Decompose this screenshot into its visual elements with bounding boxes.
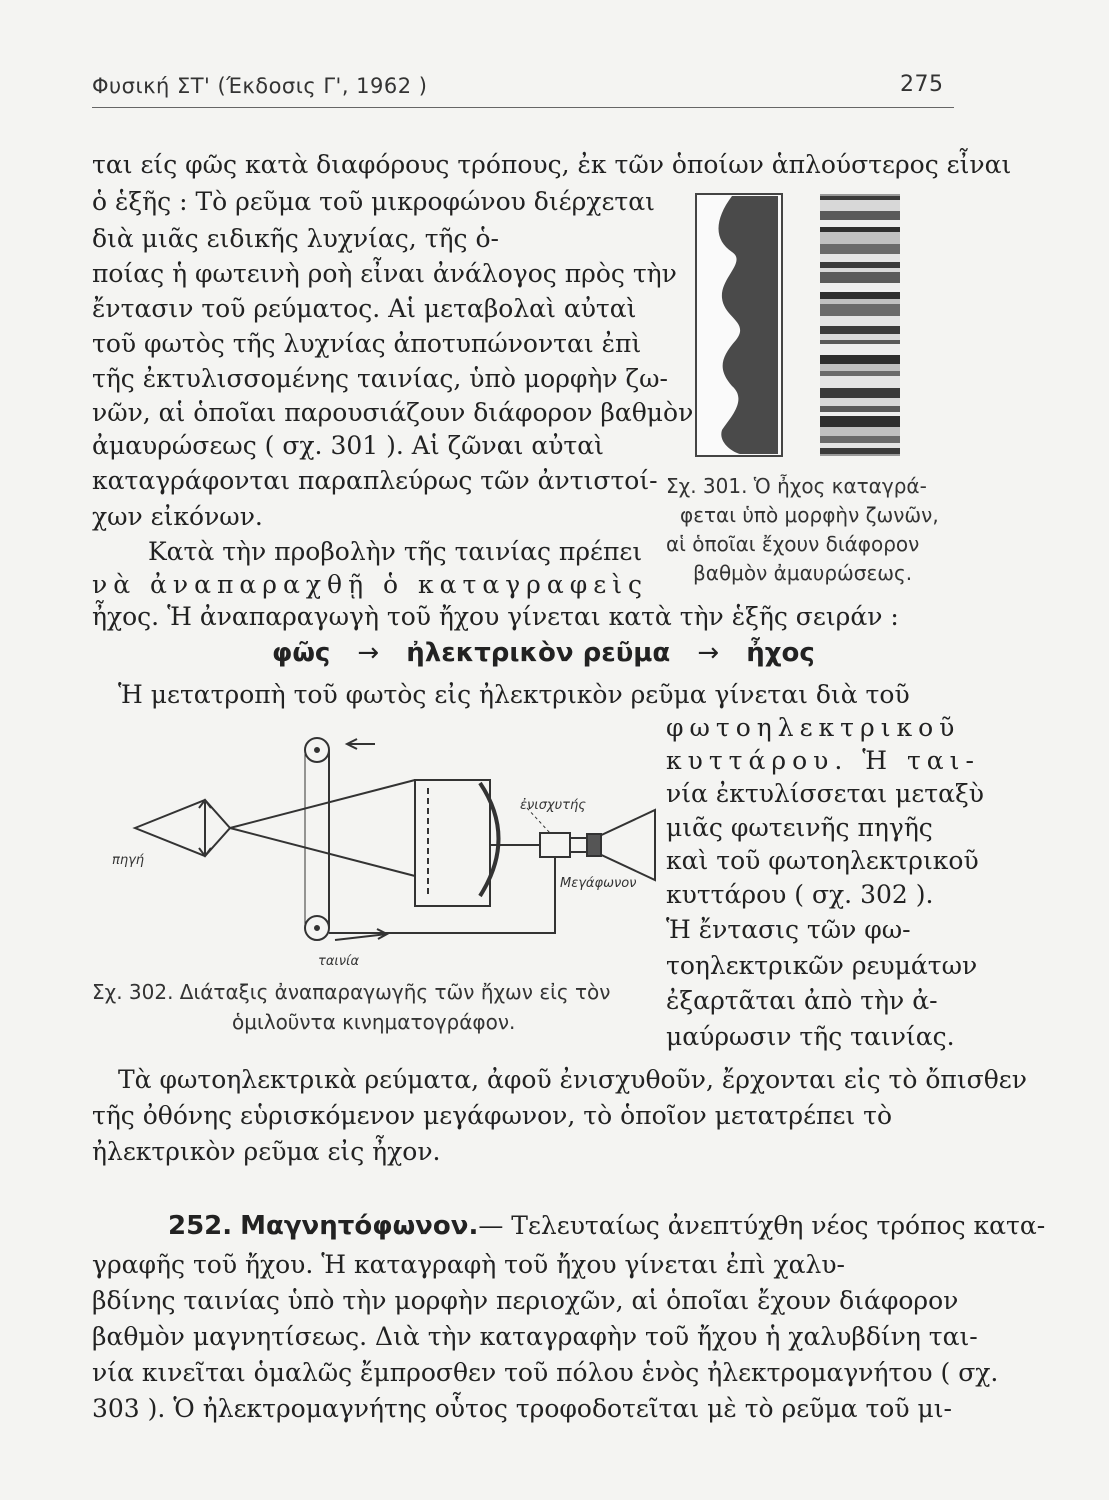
figure-301-caption-line: Σχ. 301. Ὁ ἦχος καταγρά- bbox=[666, 474, 927, 498]
density-band bbox=[820, 416, 900, 427]
density-band bbox=[820, 376, 900, 388]
text-line: κυττάρου ( σχ. 302 ). bbox=[666, 880, 934, 909]
density-band bbox=[820, 427, 900, 436]
figure-302-apparatus bbox=[125, 728, 665, 978]
density-band bbox=[820, 220, 900, 227]
density-band bbox=[820, 227, 900, 232]
text-line: κυττάρου. Ἡ ται- bbox=[666, 746, 980, 775]
figure-301-caption-line: βαθμὸν ἀμαυρώσεως. bbox=[693, 561, 913, 585]
text-line: Τὰ φωτοηλεκτρικὰ ρεύματα, ἀφοῦ ἐνισχυθοῦν, ἔρχονται εἰς τὸ ὄπισθεν bbox=[118, 1065, 1027, 1094]
density-band bbox=[820, 304, 900, 316]
density-band bbox=[820, 344, 900, 355]
density-band bbox=[820, 436, 900, 443]
density-band bbox=[820, 268, 900, 272]
equation-term-light: φῶς bbox=[272, 638, 331, 668]
label-speaker: Μεγάφωνον bbox=[560, 876, 637, 891]
text-line: ἦχος. Ἡ ἀναπαραγωγὴ τοῦ ἤχου γίνεται κατὰ τὴν ἑξῆς σειράν : bbox=[92, 602, 899, 631]
figure-301-soundtrack bbox=[692, 190, 962, 470]
text-line: γραφῆς τοῦ ἤχου. Ἡ καταγραφὴ τοῦ ἤχου γίνεται ἐπὶ χαλυ- bbox=[92, 1250, 845, 1279]
equation-term-current: ἠλεκτρικὸν ρεῦμα bbox=[406, 638, 671, 668]
running-title: Φυσική ΣΤ' (Έκδοσις Γ', 1962 ) bbox=[92, 74, 428, 98]
text-line: τοῦ φωτὸς τῆς λυχνίας ἀποτυπώνονται ἐπὶ bbox=[92, 329, 642, 358]
density-band bbox=[820, 406, 900, 412]
text-line: τοηλεκτρικῶν ρευμάτων bbox=[666, 951, 978, 980]
equation-line bbox=[272, 638, 815, 668]
section-dash: — bbox=[478, 1211, 504, 1240]
text-line: ται είς φῶς κατὰ διαφόρους τρόπους, ἐκ τῶν ὁποίων ἁπλούστερος εἶναι bbox=[92, 150, 1012, 179]
speaker-icon bbox=[570, 810, 655, 880]
text-line: ἐξαρτᾶται ἀπὸ τὴν ἀ- bbox=[666, 986, 938, 1015]
text-line: φωτοηλεκτρικοῦ bbox=[666, 713, 961, 742]
text-line: Ἡ ἔντασις τῶν φω- bbox=[666, 915, 911, 944]
section-first-line: Τελευταίως ἀνεπτύχθη νέος τρόπος κατα- bbox=[503, 1211, 1046, 1240]
figure-302-caption-line: Σχ. 302. Διάταξις ἀναπαραγωγῆς τῶν ἤχων εἰς τὸν bbox=[92, 980, 611, 1004]
section-title: Μαγνητόφωνον. bbox=[240, 1211, 479, 1241]
label-amplifier: ἐνισχυτής bbox=[520, 798, 586, 813]
header-rule bbox=[92, 107, 954, 108]
section-heading-line bbox=[168, 1211, 1045, 1241]
section-number: 252. bbox=[168, 1211, 233, 1241]
text-line: χων εἰκόνων. bbox=[92, 502, 263, 531]
text-line: ὁ ἑξῆς : Τὸ ρεῦμα τοῦ μικροφώνου διέρχεται bbox=[92, 187, 655, 216]
text-line: καταγράφονται παραπλεύρως τῶν ἀντιστοί- bbox=[92, 466, 658, 495]
text-line: ποίας ἡ φωτεινὴ ροὴ εἶναι ἀνάλογος πρὸς τὴν bbox=[92, 259, 677, 288]
arrow-icon: → bbox=[357, 638, 380, 668]
density-band bbox=[820, 200, 900, 211]
text-line: νῶν, αἱ ὁποῖαι παρουσιάζουν διάφορον βαθμὸν bbox=[92, 398, 694, 427]
label-film: ταινία bbox=[318, 954, 360, 969]
text-line: νία ἐκτυλίσσεται μεταξὺ bbox=[666, 779, 984, 808]
arrow-icon: → bbox=[697, 638, 720, 668]
text-line: ἠλεκτρικὸν ρεῦμα εἰς ἦχον. bbox=[92, 1137, 441, 1166]
text-line: 303 ). Ὁ ἠλεκτρομαγνήτης οὗτος τροφοδοτεῖται μὲ τὸ ρεῦμα τοῦ μι- bbox=[92, 1394, 952, 1423]
text-line: βαθμὸν μαγνητίσεως. Διὰ τὴν καταγραφὴν τοῦ ἤχου ἡ χαλυβδίνη ται- bbox=[92, 1322, 978, 1351]
text-line: νία κινεῖται ὁμαλῶς ἔμπροσθεν τοῦ πόλου ἑνὸς ἠλεκτρομαγνήτου ( σχ. bbox=[92, 1358, 999, 1387]
text-line: νὰ ἀναπαραχθῇ ὁ καταγραφεὶς bbox=[92, 570, 649, 599]
density-band bbox=[820, 292, 900, 299]
text-line: ἀμαυρώσεως ( σχ. 301 ). Αἱ ζῶναι αὐταὶ bbox=[92, 431, 604, 460]
figure-302-caption-line: ὁμιλοῦντα κινηματογράφον. bbox=[232, 1010, 516, 1034]
density-band bbox=[820, 283, 900, 292]
density-band bbox=[820, 196, 900, 200]
density-band bbox=[820, 355, 900, 364]
density-band bbox=[820, 316, 900, 326]
text-line: Ἡ μετατροπὴ τοῦ φωτὸς εἰς ἠλεκτρικὸν ρεῦμα γίνεται διὰ τοῦ bbox=[118, 680, 910, 709]
density-band bbox=[820, 340, 900, 344]
amplifier-box bbox=[540, 833, 570, 857]
density-band bbox=[820, 371, 900, 376]
text-line: τῆς ἐκτυλισσομένης ταινίας, ὑπὸ μορφὴν ζω- bbox=[92, 364, 668, 393]
text-line: βδίνης ταινίας ὑπὸ τὴν μορφὴν περιοχῶν, αἱ ὁποῖαι ἔχουν διάφορον bbox=[92, 1286, 959, 1315]
text-line: Κατὰ τὴν προβολὴν τῆς ταινίας πρέπει bbox=[148, 537, 643, 566]
density-band bbox=[820, 398, 900, 406]
density-band bbox=[820, 334, 900, 340]
figure-301-caption-line: φεται ὑπὸ μορφὴν ζωνῶν, bbox=[680, 503, 939, 527]
density-band bbox=[820, 254, 900, 262]
density-band bbox=[820, 262, 900, 268]
density-band bbox=[820, 412, 900, 416]
text-line: μαύρωσιν τῆς ταινίας. bbox=[666, 1022, 955, 1051]
density-band bbox=[820, 326, 900, 334]
text-line: μιᾶς φωτεινῆς πηγῆς bbox=[666, 813, 933, 842]
density-band bbox=[820, 364, 900, 371]
text-line: ἔντασιν τοῦ ρεύματος. Αἱ μεταβολαὶ αὐταὶ bbox=[92, 294, 637, 323]
density-band bbox=[820, 272, 900, 283]
page-number: 275 bbox=[900, 72, 944, 97]
label-source: πηγή bbox=[112, 853, 144, 868]
figure-301-caption-line: αἱ ὁποῖαι ἔχουν διάφορον bbox=[666, 532, 920, 556]
density-band bbox=[820, 244, 900, 254]
density-band bbox=[820, 388, 900, 398]
text-line: διὰ μιᾶς ειδικῆς λυχνίας, τῆς ὁ- bbox=[92, 224, 499, 253]
text-line: τῆς ὀθόνης εὑρισκόμενον μεγάφωνον, τὸ ὁποῖον μετατρέπει τὸ bbox=[92, 1101, 893, 1130]
text-line: καὶ τοῦ φωτοηλεκτρικοῦ bbox=[666, 846, 979, 875]
density-band bbox=[820, 232, 900, 244]
density-band bbox=[820, 211, 900, 220]
density-band bbox=[820, 443, 900, 448]
density-band bbox=[820, 448, 900, 454]
equation-term-sound: ἦχος bbox=[746, 638, 815, 668]
density-band bbox=[820, 299, 900, 304]
light-source-lens bbox=[135, 800, 230, 856]
